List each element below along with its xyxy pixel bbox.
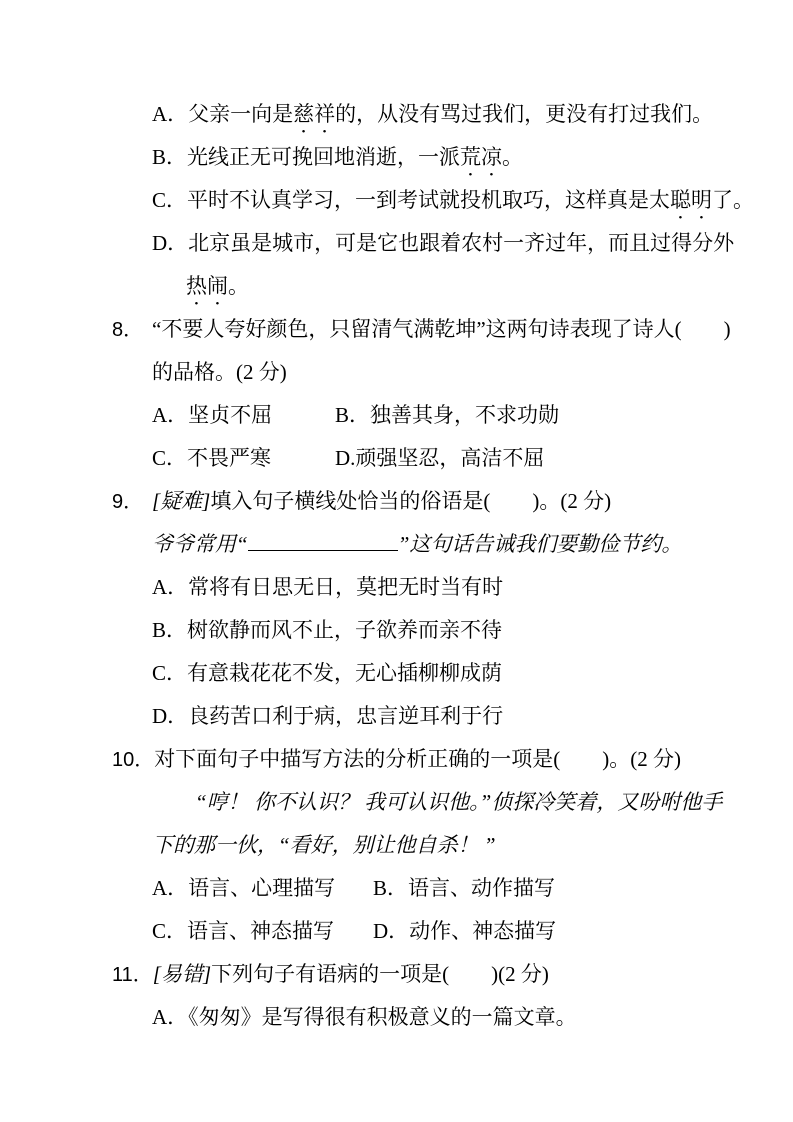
option-column (152, 394, 335, 437)
question-number: 9． (112, 491, 144, 513)
text-segment: A．常将有日思无日，莫把无时当有时 (152, 575, 504, 599)
text-segment: D．北京虽是城市，可是它也跟着农村一齐过年，而且过得分外 (152, 231, 735, 255)
question-10-line (0, 824, 793, 867)
text-segment: A．语言、心理描写 (152, 876, 336, 900)
text-segment: 爷爷常用“ (152, 532, 248, 556)
text-segment: B．独善其身，不求功勋 (335, 403, 560, 427)
option-column (335, 403, 559, 427)
text-segment: A．父亲一向是 (152, 102, 294, 126)
text-segment: “不要人夸好颜色，只留清气满乾坤”这两句诗表现了诗人( ) (152, 317, 731, 341)
question-number: 8． (112, 319, 144, 341)
option-column (152, 910, 373, 953)
text-segment: 了。 (712, 188, 755, 212)
fill-in-blank-line (248, 530, 398, 551)
question-11 (0, 953, 793, 1039)
emphasized-text: 热闹 (186, 274, 228, 298)
text-segment: 的，从没有骂过我们，更没有打过我们。 (335, 102, 714, 126)
question-7-options (0, 93, 793, 308)
text-segment: 的品格。(2 分) (152, 360, 287, 384)
text-segment: B．光线正无可挽回地消逝，一派 (152, 145, 461, 169)
question-7-options-line (0, 136, 793, 179)
question-8-line (0, 351, 793, 394)
question-8-line (0, 437, 793, 480)
question-8 (0, 308, 793, 480)
question-9-line (0, 566, 793, 609)
text-segment: D．动作、神态描写 (373, 919, 557, 943)
question-9-line (0, 695, 793, 738)
text-segment: 。 (228, 274, 249, 298)
text-segment: “哼！ 你不认识？ 我可认识他。”侦探冷笑着，又吩咐他手 (195, 790, 723, 814)
text-segment: C．平时不认真学习，一到考试就投机取巧，这样真是太 (152, 188, 671, 212)
question-9 (0, 480, 793, 738)
question-number: 10． (112, 749, 155, 771)
option-column (335, 446, 544, 470)
text-segment: A．《匆匆》是写得很有积极意义的一篇文章。 (152, 1005, 577, 1029)
text-segment: A．坚贞不屈 (152, 403, 273, 427)
question-8-line (0, 394, 793, 437)
text-segment: D.顽强坚忍，高洁不屈 (335, 446, 545, 470)
question-10 (0, 738, 793, 953)
question-9-line (0, 523, 793, 566)
text-segment: ”这句话告诫我们要勤俭节约。 (397, 532, 683, 556)
question-11-line (0, 953, 793, 996)
text-segment: 。 (502, 145, 524, 169)
text-segment: B．树欲静而风不止，子欲养而亲不待 (152, 618, 503, 642)
question-10-line (0, 867, 793, 910)
text-segment: B．语言、动作描写 (373, 876, 556, 900)
text-segment: 对下面句子中描写方法的分析正确的一项是( )。(2 分) (154, 747, 681, 771)
emphasized-text: 荒凉 (460, 145, 503, 169)
question-8-line (0, 308, 793, 351)
text-segment: [疑难] (152, 489, 211, 513)
question-10-line (0, 738, 793, 781)
text-segment: D．良药苦口利于病，忠言逆耳利于行 (152, 704, 504, 728)
text-segment: 填入句子横线处恰当的俗语是( )。(2 分) (210, 489, 612, 513)
question-10-line (0, 781, 793, 824)
question-9-line (0, 609, 793, 652)
question-7-options-line (0, 179, 793, 222)
question-number: 11． (112, 964, 153, 986)
text-segment: 下的那一伙，“看好，别让他自杀！ ” (152, 833, 496, 857)
emphasized-text: 慈祥 (293, 102, 336, 126)
text-segment: C．有意栽花花不发，无心插柳柳成荫 (152, 661, 503, 685)
question-11-line (0, 996, 793, 1039)
text-segment: C．语言、神态描写 (152, 919, 335, 943)
text-segment: C．不畏严寒 (152, 446, 272, 470)
question-7-options-line (0, 265, 793, 308)
option-column (152, 437, 335, 480)
option-column (152, 867, 373, 910)
question-9-line (0, 652, 793, 695)
emphasized-text: 聪明 (670, 188, 713, 212)
option-column (373, 876, 555, 900)
text-segment: [易错] (152, 962, 212, 986)
question-9-line (0, 480, 793, 523)
question-7-options-line (0, 222, 793, 265)
question-7-options-line (0, 93, 793, 136)
question-10-line (0, 910, 793, 953)
option-column (373, 919, 556, 943)
text-segment: 下列句子有语病的一项是( )(2 分) (211, 962, 549, 986)
